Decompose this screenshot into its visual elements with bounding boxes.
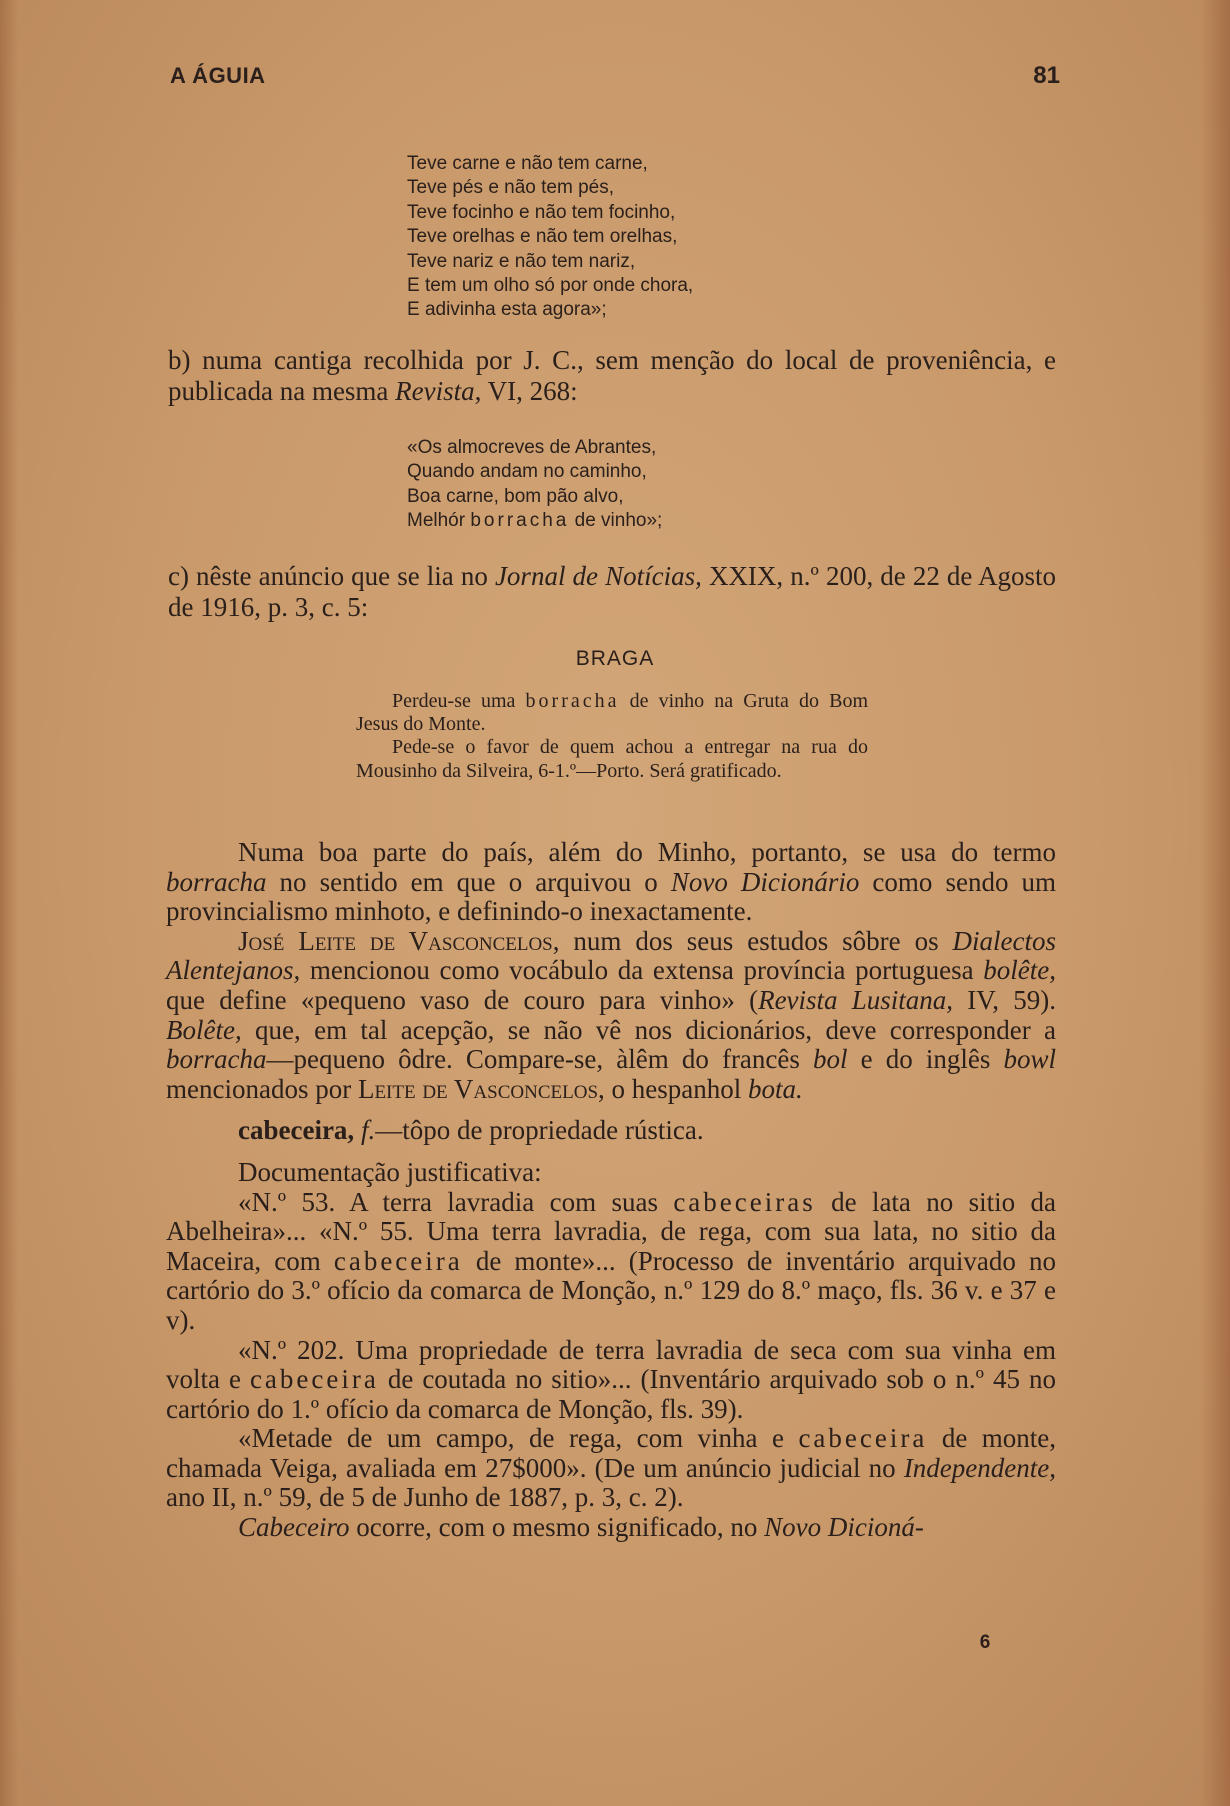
verse-line: E tem um olho só por onde chora, [407,275,694,297]
text: e do inglês [847,1044,1004,1075]
signature-number: 6 [979,1632,991,1653]
riddle-verse [407,152,693,323]
text: VI, 268: [481,376,578,406]
journal-title: Revista, [395,376,482,406]
song-verse [407,436,662,534]
text: «Metade de um campo, de rega, com vinha e [238,1423,799,1454]
text: de vinho na Gruta do Bom Jesus do Monte. [356,690,868,736]
verse-line: Boa carne, bom pão alvo, [407,485,624,507]
verse-line: Teve orelhas e não tem orelhas, [407,226,678,248]
page-header [170,62,1060,102]
text: XXIX, n.º 200, de 22 de Agosto de 1916, p. 3, c. 5: [168,561,1057,622]
spaced-term: cabeceira [798,1423,928,1454]
italic-term: Revista Lusitana, [758,984,954,1015]
text: b) numa cantiga recolhida por J. C., sem menção do local de proveniência, e publicada na mesma [168,345,1056,406]
body-paragraph: Documentação justificativa: [238,1156,542,1187]
italic-term: borracha [166,1044,267,1075]
body-paragraph [166,1424,1056,1513]
verse-line: Quando andam no caminho, [407,461,647,483]
text: ano II, n.º 59, de 5 de Junho de 1887, p. 3, c. 2). [166,1482,684,1513]
body-paragraph [166,1188,1056,1336]
spaced-term: borracha [525,690,620,712]
body-paragraph [166,1336,1056,1425]
text: —tôpo de propriedade rústica. [375,1115,704,1146]
paragraph-c [168,561,1056,623]
verse-line [407,509,662,533]
page-shadow-right [1200,0,1230,1806]
verse-line: Teve nariz e não tem nariz, [407,250,636,272]
text: IV, 59). [953,984,1056,1015]
gender-label: f. [354,1115,376,1146]
italic-term: Novo Dicionário [670,866,860,897]
spaced-term: cabeceiras [673,1186,816,1217]
body-paragraph [166,927,1056,1105]
text: «N.º 202. Uma propriedade de terra lavradia de seca com sua vinha em volta e [166,1334,1056,1395]
spaced-term: cabeceira [333,1245,463,1276]
author-name: José Leite de Vasconcelos, [238,925,560,956]
italic-term: borracha [166,866,267,897]
text: Melhór [407,510,471,532]
italic-term: bota. [748,1073,803,1104]
text: como sendo um provincialismo minhoto, e definindo-o inexactamente. [166,866,1056,927]
text: «N.º 53. A terra lavradia com suas [238,1186,674,1217]
italic-term: Novo Dicioná- [764,1512,924,1543]
text: —pequeno ôdre. Compare-se, àlêm do francês [266,1044,814,1075]
newspaper-ad [356,690,868,783]
italic-term: Independente, [903,1452,1056,1483]
verse-line: Teve carne e não tem carne, [407,153,648,174]
text: de coutada no sitio»... (Inventário arquivado sob o n.º 45 no cartório do 1.º ofício da comarca de Monção, fls. 39). [166,1364,1056,1424]
headword: cabeceira, [238,1115,355,1146]
italic-term: bowl [1003,1044,1056,1075]
text: de monte, chamada Veiga, avaliada em 27$000». (De um anúncio judicial no [166,1423,1056,1483]
text: que define «pequeno vaso de couro para vinho» ( [166,984,759,1015]
ad-line: Pede-se o favor de quem achou a entregar na rua do Mousinho da Silveira, 6-1.º—Porto. Será gratificado. [356,736,868,782]
verse-line: Teve pés e não tem pés, [407,177,615,199]
verse-line: Teve focinho e não tem focinho, [407,201,676,223]
body-paragraph [166,838,1056,927]
running-head: A ÁGUIA [170,63,266,88]
page-number: 81 [1033,62,1060,89]
text: ocorre, com o mesmo significado, no [349,1512,765,1543]
paragraph-b [168,345,1056,407]
text: mencionados por [166,1073,358,1104]
entry-heading [166,1116,1056,1146]
text: Numa boa parte do país, além do Minho, portanto, se usa do termo [238,837,1056,867]
italic-term: Dialectos Alentejanos, [166,925,1057,986]
text: de monte»... (Processo de inventário arquivado no cartório do 3.º ofício da comarca de Monção, n.º 129 do 8.º maço, fls. 36 v. e 37 e v). [166,1245,1057,1335]
text: num dos seus estudos sôbre os [559,925,953,956]
ad-line [356,690,868,736]
ad-heading: BRAGA [575,647,655,670]
text: de vinho»; [569,510,663,532]
body-text [166,838,1056,1543]
verse-line: E adivinha esta agora»; [407,299,607,321]
text: mencionou como vocábulo da extensa província portuguesa [300,955,984,986]
text: no sentido em que o arquivou o [266,866,671,897]
text: que, em tal acepção, se não vê nos dicionários, deve corresponder a [241,1014,1056,1045]
text: de lata no sitio da Abelheira»... «N.º 55. Uma terra lavradia, de rega, com sua lata, no sitio da Maceira, com [166,1186,1057,1276]
body-paragraph [166,1513,1056,1543]
italic-term: bolête, [983,955,1056,986]
page-shadow-left [0,0,18,1806]
italic-term: Bolête, [166,1014,242,1045]
italic-term: bol [813,1044,848,1075]
text: c) nêste anúncio que se lia no [168,561,495,591]
text: o hespanhol [604,1073,748,1104]
newspaper-title: Jornal de Notícias, [494,561,702,591]
italic-term: Cabeceiro [238,1512,350,1543]
author-name: Leite de Vasconcelos, [357,1073,605,1104]
signature-mark [0,1632,1230,1654]
spaced-term: borracha [470,510,570,532]
text: Perdeu-se uma [392,690,526,712]
verse-line: «Os almocreves de Abrantes, [407,437,657,458]
spaced-term: cabeceira [249,1364,379,1395]
